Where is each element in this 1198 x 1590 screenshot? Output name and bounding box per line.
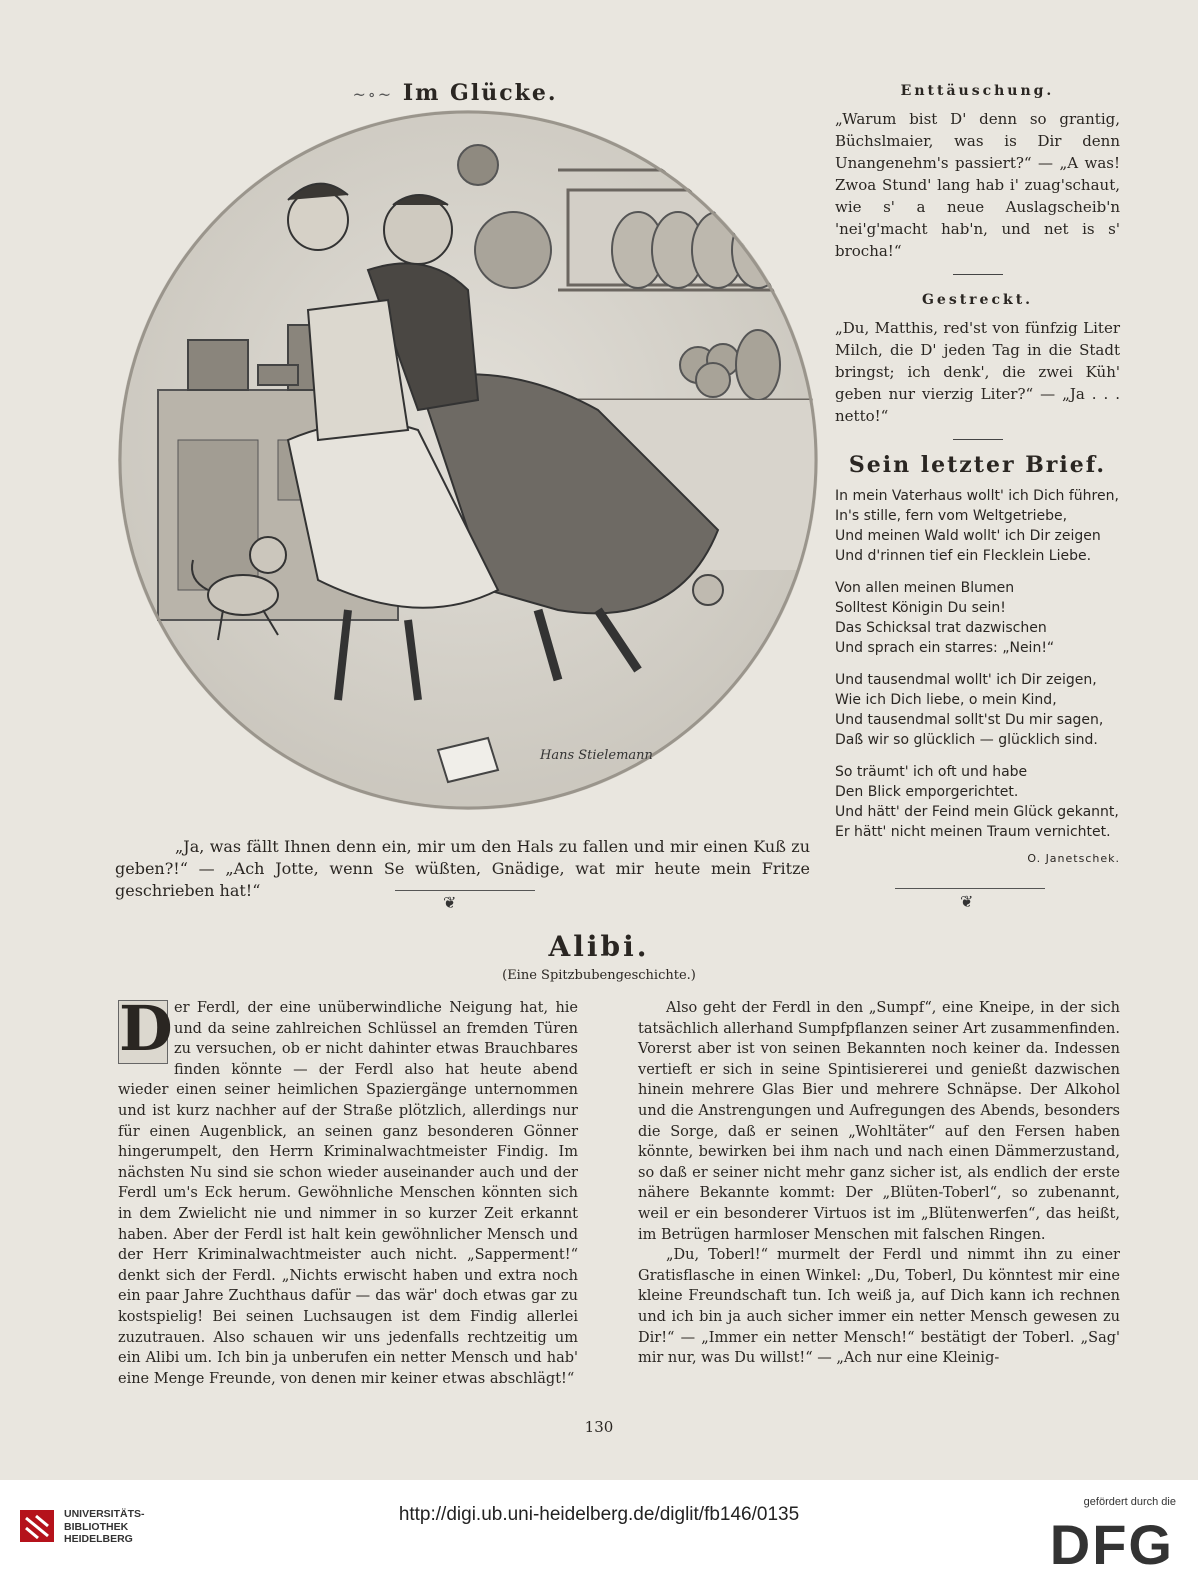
artist-signature: Hans Stielemann (540, 748, 653, 763)
illustration (118, 110, 818, 810)
poem-line: Er hätt' nicht meinen Traum vernichtet. (835, 824, 1111, 840)
story-paragraph: Also geht der Ferdl in den „Sumpf“, eine Kneipe, in der sich tatsächlich allerhand Sumpfpflanzen seiner Art zusammenfinden. Vorerst aber ist von seinen Bekannten noch keiner da. Indessen vertieft er sich in seine Spintisiererei und genießt dazwischen hinein mehrere Glas Bier und mehrere Schnäpse. Der Alkohol und die Anstrengungen und Aufregungen des Abends, besonders die Sorge, daß er seinen „Wohltäter“ auf den Fersen haben könnte, bewirken bei ihm nach und nach einen Dämmerzustand, so daß er seiner nicht mehr ganz sicher ist, als endlich der erste nähere Bekannte kommt: Der „Blüten-Toberl“, so zubenannt, weil er ein besonderer Virtuos ist im „Blütenwerfen“, das heißt, im Betrügen harmloser Menschen mit falschen Ringen. (638, 1000, 1120, 1243)
story-paragraph: er Ferdl, der eine unüberwindliche Neigung hat, hie und da seine zahlreichen Schlüssel an fremden Türen zu versuchen, ob er nicht dahinter etwas Brauchbares finden könnte — der Ferdl also hat heute abend wieder einen seiner heimlichen Spaziergänge unternommen und ist kurz nachher auf der Straße plötzlich, allerdings nur für einen Augenblick, an seinen ganz besonderen Gönner hingerumpelt, den Herrn Kriminalwachtmeister Findig. Im nächsten Nu sind sie schon wieder auseinander auch und der Ferdl um's Eck herum. Gewöhnliche Menschen könnten sich in dem Zwielicht nie und nimmer in so kurzer Zeit erkannt haben. Aber der Ferdl ist halt kein gewöhnlicher Mensch und der Herr Kriminalwachtmeister auch nicht. „Sapperment!“ denkt sich der Ferdl. „Nichts erwischt haben und extra noch ein paar Jahre Zuchthaus dafür — das wär' doch etwas gar zu kostspielig! Bei seinen Luchsaugen ist dem Findig allerlei zuzutrauen. Also schauen wir uns jedenfalls rechtzeitig um ein Alibi um. Ich bin ja unberufen ein netter Mensch und hab' eine Menge Freunde, von denen mir keiner etwas abschlägt!“ (118, 1000, 578, 1387)
enttaeuschung-text: „Warum bist D' denn so grantig, Büchslmaier, was is Dir denn Unangenehm's passiert?“ — „A was! Zwoa Stund' lang hab i' zuag'schaut, wie s' a neue Auslagscheib'n 'nei'g'macht hab'n, und net is s' brocha!“ (835, 110, 1120, 260)
story-right-column (638, 998, 1120, 1369)
poem-stanza-2 (835, 578, 1120, 658)
dfg-logo-text: DFG (1049, 1514, 1174, 1570)
poem-line: So träumt' ich oft und habe (835, 764, 1028, 780)
footer-bar (0, 1480, 1198, 1590)
dfg-logo-image (1026, 1514, 1176, 1570)
poem-line: Wie ich Dich liebe, o mein Kind, (835, 692, 1057, 708)
poem-line: Und tausendmal sollt'st Du mir sagen, (835, 712, 1104, 728)
story-title: Alibi. (548, 930, 650, 963)
enttaeuschung-title: Enttäuschung. (900, 83, 1055, 99)
left-flourish-icon: ~∘~ (352, 85, 394, 104)
poem-line: Und hätt' der Feind mein Glück gekannt, (835, 804, 1119, 820)
divider-rule (953, 439, 1003, 440)
story-left-column (118, 992, 578, 1389)
gestreckt-title: Gestreckt. (921, 292, 1034, 308)
funder-text: gefördert durch die (1083, 1496, 1176, 1508)
gestreckt-text: „Du, Matthis, red'st von fünfzig Liter Milch, die D' jeden Tag in die Stadt bringst; ich denk', die zwei Küh' geben nur vierzig Liter?“ — „Ja . . . netto!“ (835, 319, 1120, 425)
poem-line: Und meinen Wald wollt' ich Dir zeigen (835, 528, 1101, 544)
right-column (835, 80, 1120, 870)
dfg-logo-icon[interactable] (1026, 1514, 1176, 1574)
cartoon-title: Im Glücke. (402, 80, 558, 106)
library-name[interactable]: UNIVERSITÄTS- BIBLIOTHEK HEIDELBERG (64, 1508, 145, 1545)
poem-author: O. Janetschek. (1027, 852, 1120, 865)
poem-line: Und sprach ein starres: „Nein!“ (835, 640, 1055, 656)
poem-line: In mein Vaterhaus wollt' ich Dich führen, (835, 488, 1119, 504)
kitchen-scene-image (118, 110, 818, 810)
ornament-icon: ❦ (960, 892, 974, 911)
ornament-icon: ❦ (443, 893, 457, 912)
poem-line: Von allen meinen Blumen (835, 580, 1015, 596)
cartoon-caption: „Ja, was fällt Ihnen denn ein, mir um den Hals zu fallen und mir einen Kuß zu geben?!“ — „Ach Jotte, wenn Se wüßten, Gnädige, wat mir heute mein Fritze geschrieben hat!“ (115, 837, 810, 900)
poem-line: Daß wir so glücklich — glücklich sind. (835, 732, 1098, 748)
poem-line: Solltest Königin Du sein! (835, 600, 1006, 616)
story-paragraph: „Du, Toberl!“ murmelt der Ferdl und nimmt ihn zu einer Gratisflasche in einen Winkel: „Du, Toberl, Du könntest mir eine kleine Freundschaft tun. Ich weiß ja, auf Dich kann ich rechnen und ich bin ja auch sicher immer ein netter Mensch gewesen zu Dir!“ — „Immer ein netter Mensch!“ bestätigt der Toberl. „Sag' mir nur, was Du willst!“ — „Ach nur eine Kleinig- (638, 1247, 1120, 1367)
poem-stanza-1 (835, 486, 1120, 566)
story-subtitle: (Eine Spitzbubengeschichte.) (502, 968, 696, 983)
section-divider (395, 890, 535, 891)
poem-line: Und d'rinnen tief ein Flecklein Liebe. (835, 548, 1092, 564)
poem-stanza-4 (835, 762, 1120, 842)
dropcap-initial: D (119, 992, 173, 1065)
poem-line: In's stille, fern vom Weltgetriebe, (835, 508, 1068, 524)
poem-title: Sein letzter Brief. (848, 452, 1107, 478)
poem-line: Das Schicksal trat dazwischen (835, 620, 1047, 636)
poem-line: Den Blick emporgerichtet. (835, 784, 1019, 800)
section-divider (895, 888, 1045, 889)
poem-line: Und tausendmal wollt' ich Dir zeigen, (835, 672, 1097, 688)
page-number: 130 (584, 1418, 614, 1436)
source-url-link[interactable]: http://digi.ub.uni-heidelberg.de/diglit/fb146/0135 (398, 1504, 800, 1525)
poem-stanza-3 (835, 670, 1120, 750)
divider-rule (953, 274, 1003, 275)
